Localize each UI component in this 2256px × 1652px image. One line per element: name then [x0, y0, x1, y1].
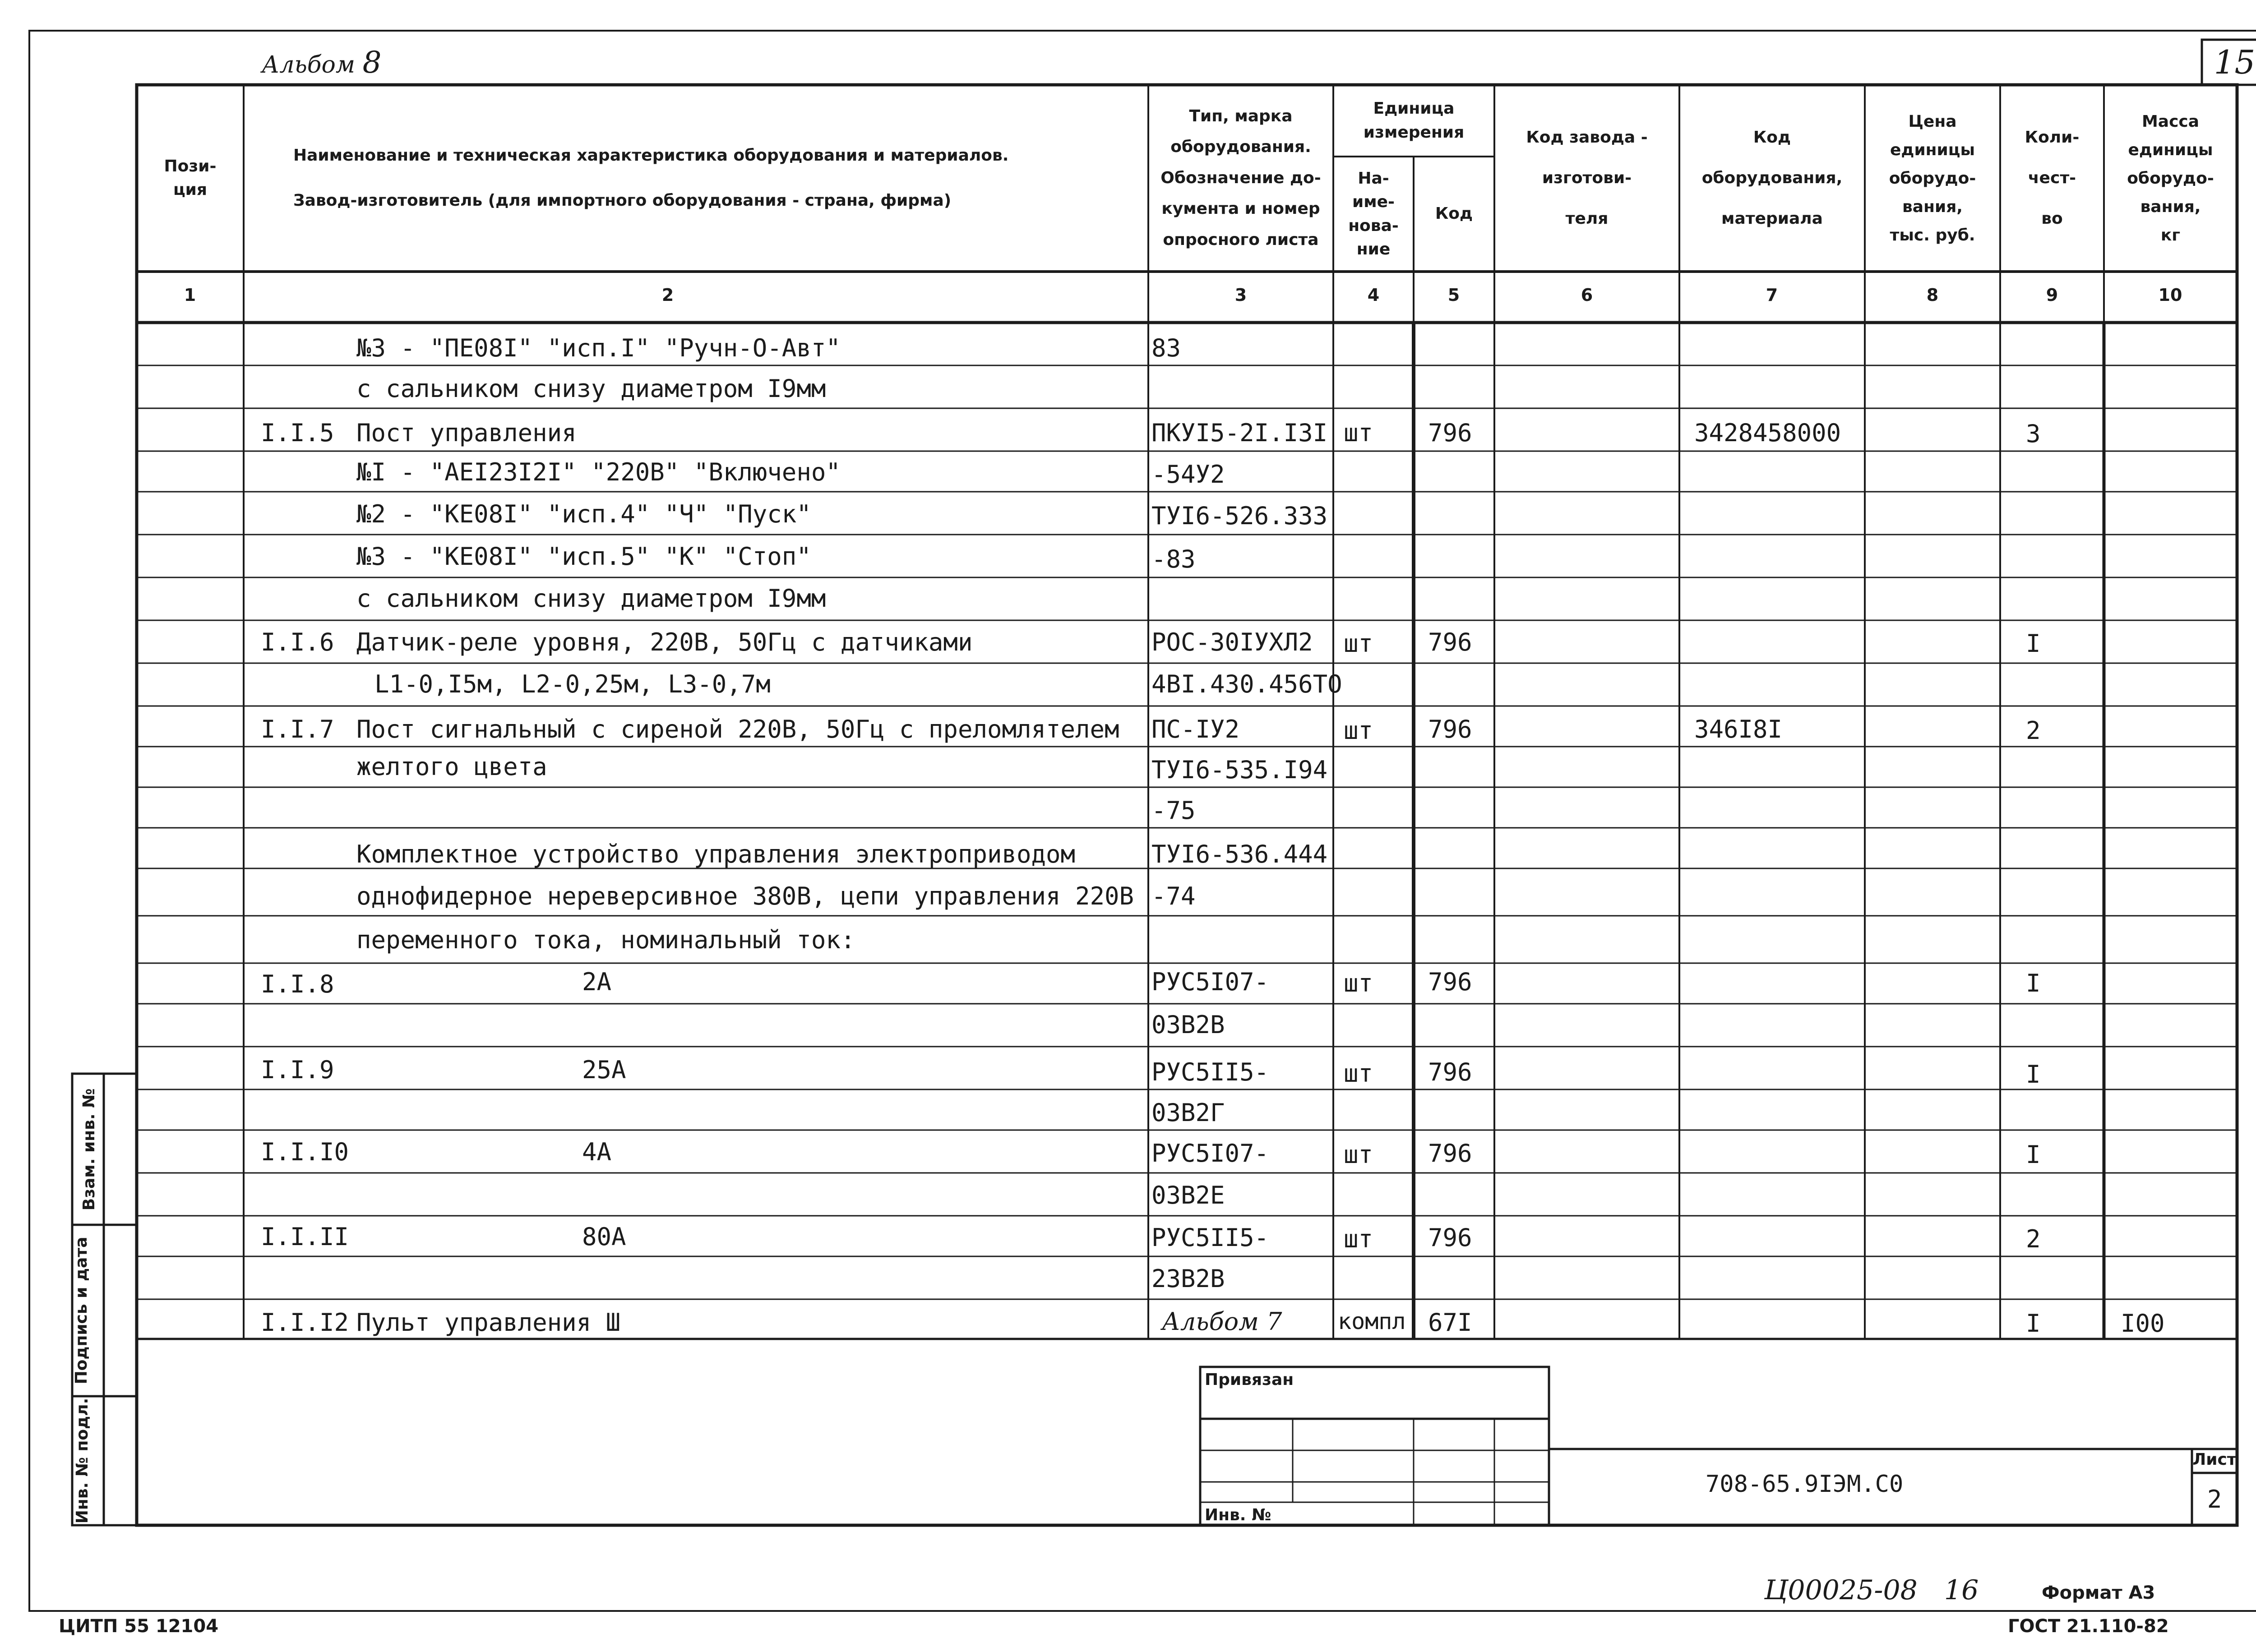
row-unit-code: 796: [1428, 715, 1472, 743]
row-type: 83: [1151, 334, 1181, 362]
row-type: РОС-30IУХЛ2: [1151, 628, 1313, 656]
row-unit: шт: [1344, 1140, 1373, 1169]
row-unit-code: 796: [1428, 1058, 1472, 1086]
row-position: I.I.7: [261, 715, 334, 743]
row-unit-code: 796: [1428, 1223, 1472, 1252]
row-quantity: I: [2026, 1140, 2041, 1169]
column-number: 5: [1447, 285, 1460, 305]
row-type: 03В2В: [1151, 1011, 1225, 1039]
row-position: I.I.I2: [261, 1308, 349, 1337]
row-name: 80А: [582, 1223, 626, 1251]
format-label: Формат А3: [2042, 1583, 2155, 1603]
row-equipment-code: 3428458000: [1694, 419, 1841, 447]
row-name: с сальником снизу диаметром I9мм: [356, 374, 826, 403]
row-name: Датчик-реле уровня, 220В, 50Гц с датчиками: [356, 628, 973, 656]
sheet-corner-number: 15: [2214, 43, 2256, 81]
row-type: РУС5II5-: [1151, 1223, 1269, 1252]
row-position: I.I.8: [261, 970, 334, 998]
row-quantity: 2: [2026, 1225, 2041, 1253]
header-quantity: Коли- чест- во: [2025, 128, 2080, 228]
row-type: 4ВI.430.456ТО: [1151, 670, 1342, 698]
header-position: Пози- ция: [164, 157, 217, 199]
header-unit-group: Единица измерения: [1363, 99, 1465, 142]
row-name: желтого цвета: [356, 752, 547, 781]
row-unit: шт: [1344, 1059, 1373, 1088]
sheet-number: 2: [2207, 1485, 2222, 1514]
header-name-line2: Завод-изготовитель (для импортного оборудования - страна, фирма): [293, 191, 952, 210]
row-position: I.I.9: [261, 1056, 334, 1084]
row-unit: шт: [1344, 1225, 1373, 1253]
row-name: №3 - "КЕ08I" "исп.5" "К" "Стоп": [356, 542, 811, 571]
column-number: 10: [2158, 285, 2182, 305]
row-mass: I00: [2121, 1309, 2165, 1338]
row-type: Альбом 7: [1162, 1307, 1282, 1336]
row-name: №2 - "КЕ08I" "исп.4" "Ч" "Пуск": [356, 500, 811, 528]
column-number: 1: [184, 285, 196, 305]
album-label-text: Альбом: [262, 51, 355, 78]
row-unit: компл: [1338, 1308, 1406, 1334]
row-name: №I - "АЕI23I2I" "220В" "Включено": [356, 458, 841, 486]
row-quantity: I: [2026, 629, 2041, 658]
sheet-label: Лист: [2192, 1450, 2237, 1469]
row-type: 23В2В: [1151, 1264, 1225, 1293]
row-type: РУС5II5-: [1151, 1058, 1269, 1086]
row-name: переменного тока, номинальный ток:: [356, 926, 855, 954]
row-type: -83: [1151, 545, 1196, 573]
row-name: с сальником снизу диаметром I9мм: [356, 584, 826, 613]
column-number: 9: [2046, 285, 2058, 305]
row-unit: шт: [1344, 629, 1373, 658]
row-name: Пост сигнальный с сиреной 220В, 50Гц с преломлятелем: [356, 715, 1119, 743]
column-number: 7: [1766, 285, 1778, 305]
document-designation: 708-65.9IЭМ.С0: [1706, 1471, 1904, 1498]
gost-label: ГОСТ 21.110-82: [2008, 1616, 2169, 1637]
row-type: РУС5I07-: [1151, 968, 1269, 996]
row-unit-code: 796: [1428, 419, 1472, 447]
row-type: -74: [1151, 882, 1196, 910]
row-type: ТУI6-536.444: [1151, 840, 1328, 868]
album-label: [262, 45, 382, 80]
archive-page: 16: [1944, 1574, 1979, 1606]
header-name: [244, 85, 1148, 272]
row-position: I.I.5: [261, 419, 334, 447]
row-unit-code: 796: [1428, 968, 1472, 996]
archive-number: [1764, 1574, 1979, 1606]
row-type: ПС-IУ2: [1151, 715, 1240, 743]
row-name: 25А: [582, 1056, 626, 1084]
row-name: однофидерное нереверсивное 380В, цепи управления 220В: [356, 882, 1134, 910]
row-name: Пост управления: [356, 419, 577, 447]
header-equipment-code: Код оборудования, материала: [1701, 128, 1843, 228]
column-number: 8: [1926, 285, 1939, 305]
row-position: I.I.I0: [261, 1138, 349, 1166]
header-unit-code: Код: [1435, 204, 1473, 223]
row-type: -75: [1151, 796, 1196, 825]
row-quantity: I: [2026, 1060, 2041, 1089]
stamp-privyazan: Привязан: [1205, 1371, 1294, 1389]
row-quantity: 2: [2026, 716, 2041, 745]
column-number: 2: [661, 285, 674, 305]
row-type: ТУI6-526.333: [1151, 502, 1328, 530]
header-type: Тип, марка оборудования. Обозначение до- кумента и номер опросного листа: [1160, 107, 1321, 249]
column-number: 4: [1367, 285, 1380, 305]
row-unit: шт: [1344, 419, 1373, 447]
row-quantity: I: [2026, 969, 2041, 997]
row-name: L1-0,I5м, L2-0,25м, L3-0,7м: [374, 670, 771, 698]
row-name: №3 - "ПЕ08I" "исп.I" "Ручн-О-Авт": [356, 334, 841, 362]
side-label-inv-podl: Инв. № подл.: [73, 1398, 92, 1524]
row-name: Комплектное устройство управления электроприводом: [356, 840, 1076, 868]
row-name: 4А: [582, 1138, 612, 1166]
row-name: Пульт управления Ш: [356, 1308, 621, 1337]
header-mass: Масса единицы оборудо- вания, кг: [2127, 112, 2214, 245]
stamp-inv-no: Инв. №: [1205, 1506, 1271, 1524]
header-unit-name: На- име- нова- ние: [1348, 169, 1399, 258]
row-type: 03В2Е: [1151, 1181, 1225, 1209]
row-equipment-code: 346I8I: [1694, 715, 1783, 743]
row-type: 03В2Г: [1151, 1098, 1225, 1127]
header-price: Цена единицы оборудо- вания, тыс. руб.: [1889, 112, 1976, 245]
row-unit-code: 67I: [1428, 1308, 1472, 1337]
side-label-vzam: Взам. инв. №: [80, 1088, 98, 1211]
row-quantity: 3: [2026, 420, 2041, 448]
row-unit-code: 796: [1428, 1139, 1472, 1167]
row-unit: шт: [1344, 969, 1373, 997]
header-plant-code: Код завода - изготови- теля: [1526, 128, 1648, 228]
org-label: ЦИТП 55 12104: [59, 1616, 219, 1637]
header-name-line1: Наименование и техническая характеристика оборудования и материалов.: [293, 146, 1009, 165]
side-label-podpis: Подпись и дата: [72, 1237, 91, 1384]
row-type: ПКУI5-2I.I3I: [1151, 419, 1328, 447]
album-number: 8: [362, 45, 382, 80]
archive-code: Ц00025-08: [1764, 1574, 1918, 1606]
row-quantity: I: [2026, 1309, 2041, 1338]
row-type: ТУI6-535.I94: [1151, 756, 1328, 784]
row-type: -54У2: [1151, 460, 1225, 489]
row-position: I.I.6: [261, 628, 334, 656]
column-number: 6: [1581, 285, 1593, 305]
row-position: I.I.II: [261, 1223, 349, 1251]
row-type: РУС5I07-: [1151, 1139, 1269, 1167]
column-number: 3: [1234, 285, 1247, 305]
row-unit: шт: [1344, 716, 1373, 745]
row-unit-code: 796: [1428, 628, 1472, 656]
row-name: 2А: [582, 968, 612, 996]
